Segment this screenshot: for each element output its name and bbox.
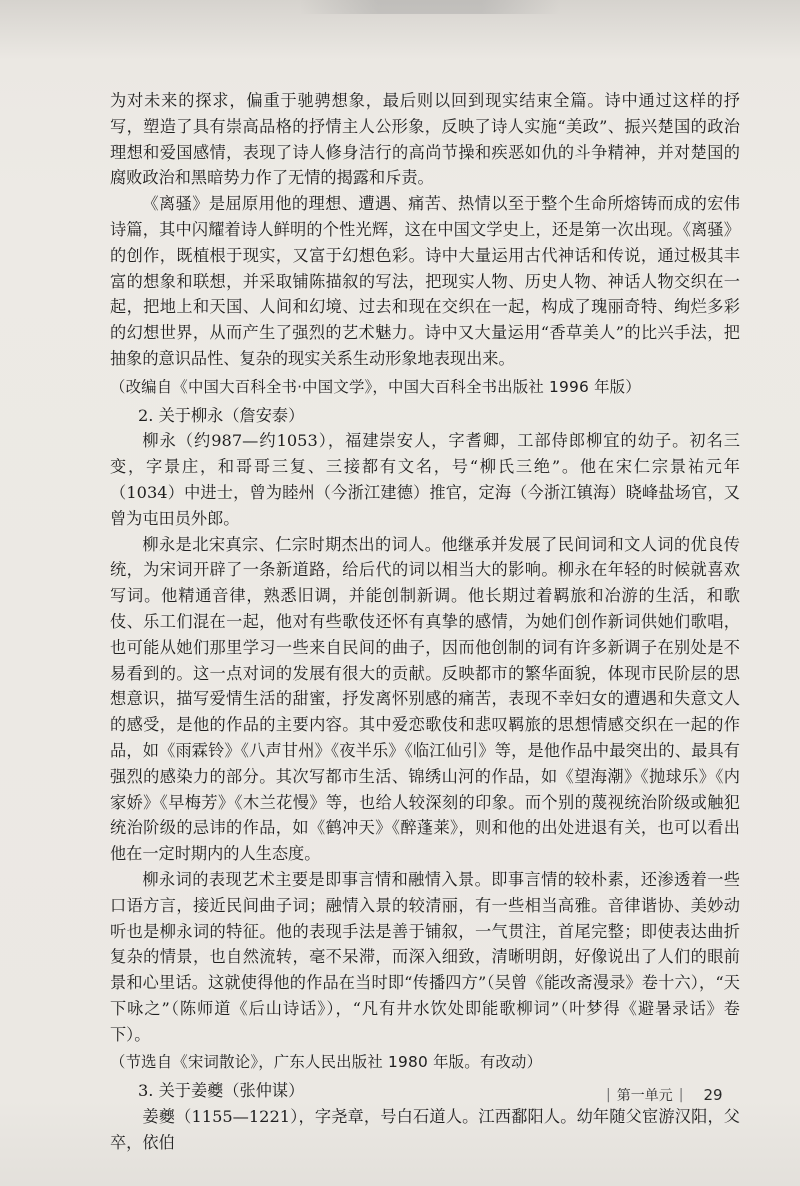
paragraph-2: 《离骚》是屈原用他的理想、遭遇、痛苦、热情以至于整个生命所熔铸而成的宏伟诗篇，其中闪耀着诗人鲜明的个性光辉，这在中国文学史上，还是第一次出现。《离骚》的创作，既植根于现实，又富于幻想色彩。诗中大量运用古代神话和传说，通过极其丰富的想象和联想，并采取铺陈描叙的写法，把现实人物、历史人物、神话人物交织在一起，把地上和天国、人间和幻境、过去和现在交织在一起，构成了瑰丽奇特、绚烂多彩的幻想世界，从而产生了强烈的艺术魅力。诗中又大量运用“香草美人”的比兴手法，把抽象的意识品性、复杂的现实关系生动形象地表现出来。 — [110, 194, 740, 368]
source-citation-1: （改编自《中国大百科全书·中国文学》，中国大百科全书出版社 1996 年版） — [110, 377, 641, 396]
unit-label: 第一单元 — [616, 1088, 673, 1104]
paragraph-6: 姜夔（1155—1221），字尧章，号白石道人。江西鄱阳人。幼年随父宦游汉阳，父卒，依伯 — [110, 1107, 740, 1152]
section-heading-2: 2. 关于柳永（詹安泰） — [138, 405, 305, 425]
paragraph-3: 柳永（约987—约1053），福建崇安人，字耆卿，工部侍郎柳宜的幼子。初名三变，字景庄，和哥哥三复、三接都有文名，号“柳氏三绝”。他在宋仁宗景祐元年（1034）中进士，曾为睦州（今浙江建德）推官，定海（今浙江镇海）晓峰盐场官，又曾为屯田员外郎。 — [110, 431, 740, 528]
page-footer — [600, 1085, 740, 1105]
paragraph-5: 柳永词的表现艺术主要是即事言情和融情入景。即事言情的较朴素，还渗透着一些口语方言，接近民间曲子词；融情入景的较清丽，有一些相当高雅。音律谐协、美妙动听也是柳永词的特征。他的表现手法是善于铺叙，一气贯注，首尾完整；即使表达曲折复杂的情景，也自然流转，毫不呆滞，而深入细致，清晰明朗，好像说出了人们的眼前景和心里话。这就使得他的作品在当时即“传播四方”（吴曾《能改斋漫录》卷十六），“天下咏之”（陈师道《后山诗话》），“凡有井水饮处即能歌柳词”（叶梦得《避暑录话》卷下）。 — [110, 869, 740, 1044]
paragraph-4: 柳永是北宋真宗、仁宗时期杰出的词人。他继承并发展了民间词和文人词的优良传统，为宋词开辟了一条新道路，给后代的词以相当大的影响。柳永在年轻的时候就喜欢写词。他精通音律，熟悉旧调，并能创制新调。他长期过着羁旅和冶游的生活，和歌伎、乐工们混在一起，他对有些歌伎还怀有真挚的感情，为她们创作新词供她们歌唱，也可能从她们那里学习一些来自民间的曲子，因而他创制的词有许多新调子在别处是不易看到的。这一点对词的发展有很大的贡献。反映都市的繁华面貌，体现市民阶层的思想意识，描写爱情生活的甜蜜，抒发离怀别感的痛苦，表现不幸妇女的遭遇和失意文人的感受，是他的作品的主要内容。其中爱恋歌伎和悲叹羁旅的思想情感交织在一起的作品，如《雨霖铃》《八声甘州》《夜半乐》《临江仙引》等，是他作品中最突出的、最具有强烈的感染力的部分。其次写都市生活、锦绣山河的作品，如《望海潮》《抛球乐》《内家娇》《早梅芳》《木兰花慢》等，也给人较深刻的印象。而个别的蔑视统治阶级或触犯统治阶级的忌讳的作品，如《鹤冲天》《醉蓬莱》，则和他的出处进退有关，也可以看出他在一定时期内的人生态度。 — [110, 534, 740, 864]
header-strip — [300, 0, 560, 14]
paragraph-1: 为对未来的探求，偏重于驰骋想象，最后则以回到现实结束全篇。诗中通过这样的抒写，塑造了具有崇高品格的抒情主人公形象，反映了诗人实施“美政”、振兴楚国的政治理想和爱国感情，表现了诗人修身洁行的高尚节操和疾恶如仇的斗争精神，并对楚国的腐败政治和黑暗势力作了无情的揭露和斥责。 — [110, 91, 740, 188]
footer-divider-right: | — [678, 1087, 684, 1103]
section-heading-3: 3. 关于姜夔（张仲谋） — [138, 1081, 305, 1101]
footer-divider-left: | — [606, 1087, 611, 1103]
page-content — [110, 88, 740, 1156]
source-citation-2: （节选自《宋词散论》，广东人民出版社 1980 年版。有改动） — [110, 1053, 543, 1072]
page-number: 29 — [703, 1086, 723, 1104]
